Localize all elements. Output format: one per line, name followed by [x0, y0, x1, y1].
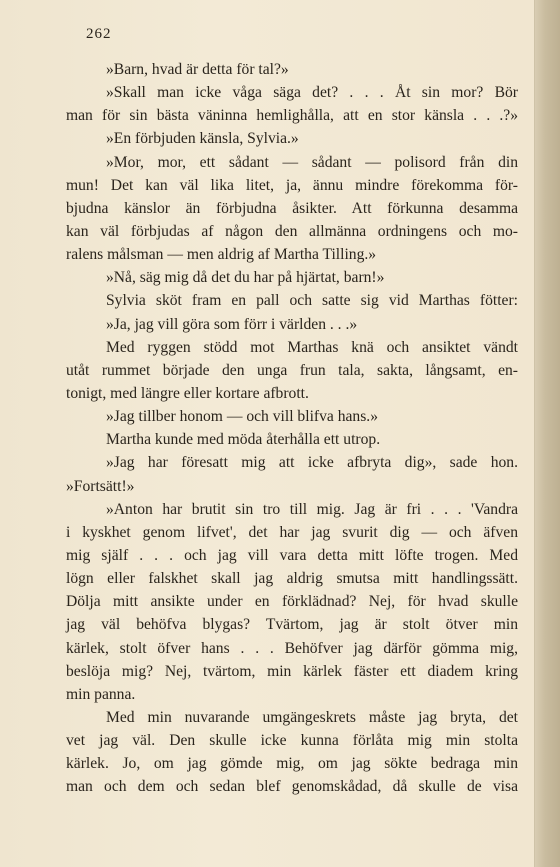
text-line: i kyskhet genom lifvet', det har jag svurit dig — och äfven [66, 523, 518, 541]
text-line: man för sin bästa väninna hemlighålla, att en stor känsla . . .?» [66, 107, 518, 125]
text-line: mun! Det kan väl lika litet, ja, ännu mindre förekomma för- [66, 176, 518, 194]
text-line: »Jag tillber honom — och vill blifva hans.» [106, 408, 378, 426]
text-line: kärlek. Jo, om jag gömde mig, om jag sökte bedraga min [66, 755, 518, 773]
text-line: kan väl förbjudas af någon den allmänna ordningens och mo- [66, 222, 518, 240]
text-line: Med ryggen stödd mot Marthas knä och ansiktet vändt [106, 338, 518, 356]
text-line: »Fortsätt!» [66, 477, 135, 495]
page-gutter-edge [534, 0, 560, 867]
text-line: Sylvia sköt fram en pall och satte sig vid Marthas fötter: [106, 292, 518, 310]
text-line: »Mor, mor, ett sådant — sådant — polisord från din [106, 153, 518, 171]
text-line: kärlek, stolt öfver hans . . . Behöfver jag därför gömma mig, [66, 639, 518, 657]
text-line: ralens målsman — men aldrig af Martha Tilling.» [66, 246, 377, 264]
text-line: »En förbjuden känsla, Sylvia.» [106, 130, 299, 148]
body-text [66, 58, 518, 799]
text-line: Dölja mitt ansikte under en förklädnad? Nej, för hvad skulle [66, 593, 518, 611]
text-line: Martha kunde med möda återhålla ett utrop. [106, 431, 381, 449]
text-line: utåt rummet började den unga frun tala, sakta, långsamt, en- [66, 361, 518, 379]
text-line: jag väl behöfva blygas? Tvärtom, jag är stolt ötver min [66, 616, 518, 634]
text-line: lögn eller falskhet skall jag aldrig smutsa mitt handlingssätt. [66, 570, 518, 588]
text-line: bjudna känslor än förbjudna åsikter. Att förkunna desamma [66, 199, 518, 217]
text-line: Med min nuvarande umgängeskrets måste jag bryta, det [106, 708, 518, 726]
text-line: vet jag väl. Den skulle icke kunna förlåta mig min stolta [66, 732, 518, 750]
text-line: »Jag har föresatt mig att icke afbryta dig», sade hon. [106, 454, 518, 472]
text-line: »Skall man icke våga säga det? . . . Åt sin mor? Bör [106, 84, 518, 102]
text-line: »Anton har brutit sin tro till mig. Jag är fri . . . 'Vandra [106, 500, 518, 518]
text-line: »Ja, jag vill göra som förr i världen . . .» [106, 315, 358, 333]
text-line: »Barn, hvad är detta för tal?» [106, 61, 289, 78]
text-line: beslöja mig? Nej, tvärtom, min kärlek fäster ett diadem kring [66, 662, 518, 680]
page-number: 262 [86, 26, 112, 42]
text-line: mig själf . . . och jag vill vara detta mitt löfte trogen. Med [66, 546, 518, 564]
text-line: min panna. [66, 685, 136, 703]
text-line: »Nå, säg mig då det du har på hjärtat, barn!» [106, 269, 385, 287]
text-line: man och dem och sedan blef genomskådad, då skulle de visa [66, 778, 518, 796]
text-line: tonigt, med längre eller kortare afbrott. [66, 384, 309, 402]
